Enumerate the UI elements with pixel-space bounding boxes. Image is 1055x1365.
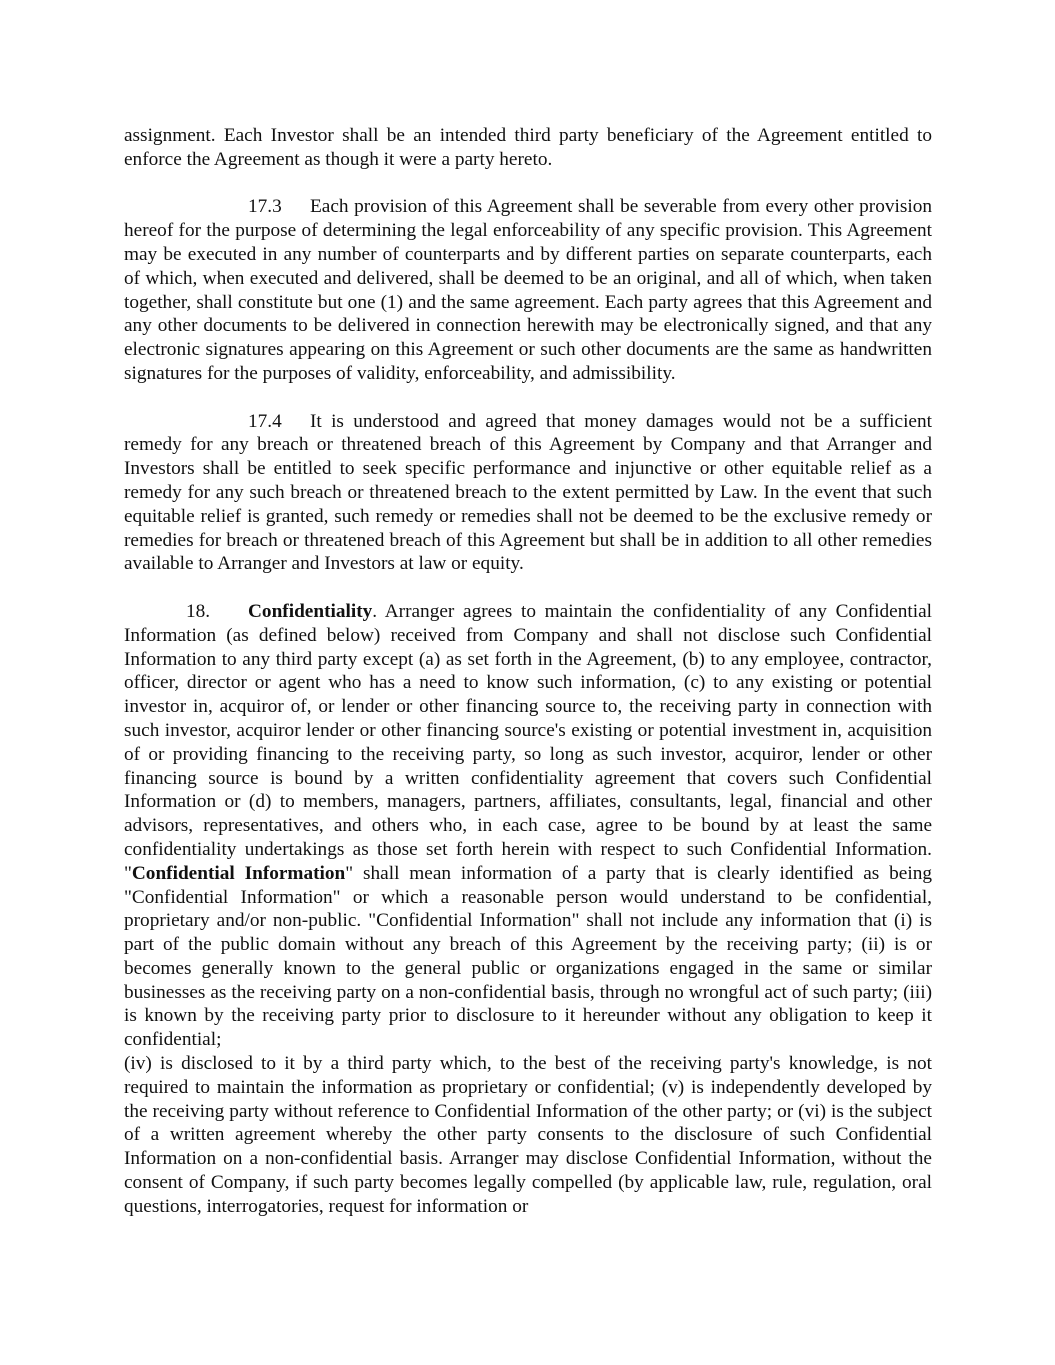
defined-term-confidential-information: Confidential Information (131, 862, 346, 884)
section-number-17-3: 17.3 (248, 196, 282, 218)
paragraph-intro: assignment. Each Investor shall be an intended third party beneficiary of the Agreement entitled to enforce the Agreement as though it were a party hereto. (124, 125, 932, 170)
paragraph-18-continued: (iv) is disclosed to it by a third party which, to the best of the receiving party's knowledge, is not required to maintain the information as proprietary or confidential; (v) is independently developed by the receiving party without reference to Confidential Information of the other party; or (vi) is the subject of a written agreement whereby the other party consents to the disclosure of such Confidential Information on a non-confidential basis. Arranger may disclose Confidential Information, without the consent of Company, if such party becomes legally compelled (by applicable law, rule, regulation, oral questions, interrogatories, request for information or (124, 1053, 932, 1217)
section-heading-confidentiality: Confidentiality (248, 600, 373, 622)
document-body (124, 124, 932, 1219)
section-number-18: 18. (186, 600, 211, 622)
paragraph-18-text-b: " shall mean information of a party that is clearly identified as being "Confidential Information" or which a reasonable person would understand to be confidential, proprietary and/or non-public. "Confidential Information" shall not include any information that (i) is part of the public domain without any breach of this Agreement by the receiving party; (ii) is or becomes generally known to the general public or organizations engaged in the same or similar businesses as the receiving party on a non-confidential basis, through no wrongful act of such party; (iii) is known by the receiving party prior to disclosure to it hereunder without any obligation to keep it confidential; (124, 862, 932, 1051)
paragraph-17-3-text: Each provision of this Agreement shall be severable from every other provision hereof for the purpose of determining the legal enforceability of any specific provision. This Agreement may be executed in any number of counterparts and by different parties on separate counterparts, each of which, when executed and delivered, shall be deemed to be an original, and all of which, when taken together, shall constitute but one (1) and the same agreement. Each party agrees that this Agreement and any other documents to be delivered in connection herewith may be electronically signed, and that any electronic signatures appearing on this Agreement or such other documents are the same as handwritten signatures for the purposes of validity, enforceability, and admissibility. (124, 196, 932, 384)
paragraph-17-3 (124, 195, 932, 385)
paragraph-17-4-text: It is understood and agreed that money damages would not be a sufficient remedy for any breach or threatened breach of this Agreement by Company and that Arranger and Investors shall be entitled to seek specific performance and injunctive or other equitable relief as a remedy for any such breach or threatened breach to the extent permitted by Law. In the event that such equitable relief is granted, such remedy or remedies shall not be deemed to be the exclusive remedy or remedies for breach or threatened breach of this Agreement but shall be in addition to all other remedies available to Arranger and Investors at law or equity. (124, 410, 932, 575)
paragraph-17-4 (124, 410, 932, 577)
paragraph-18-text-a: . Arranger agrees to maintain the confidentiality of any Confidential Information (as defined below) received from Company and shall not disclose such Confidential Information to any third party except (a) as set forth in the Agreement, (b) to any employee, contractor, officer, director or agent who has a need to know such information, (c) to any existing or potential investor in, acquiror of, or lender or other financing source to, the receiving party in connection with such investor, acquiror lender or other financing source's existing or potential investment in, acquisition of or providing financing to the receiving party, so long as such investor, acquiror, lender or other financing source is bound by a written confidentiality agreement that covers such Confidential Information or (d) to members, managers, partners, affiliates, consultants, legal, financial and other advisors, representatives, and others who, in each case, agree to be bound by at least the same confidentiality undertakings as those set forth herein with respect to such Confidential Information. " (124, 600, 932, 884)
section-number-17-4: 17.4 (248, 410, 282, 432)
paragraph-18 (124, 600, 932, 1052)
